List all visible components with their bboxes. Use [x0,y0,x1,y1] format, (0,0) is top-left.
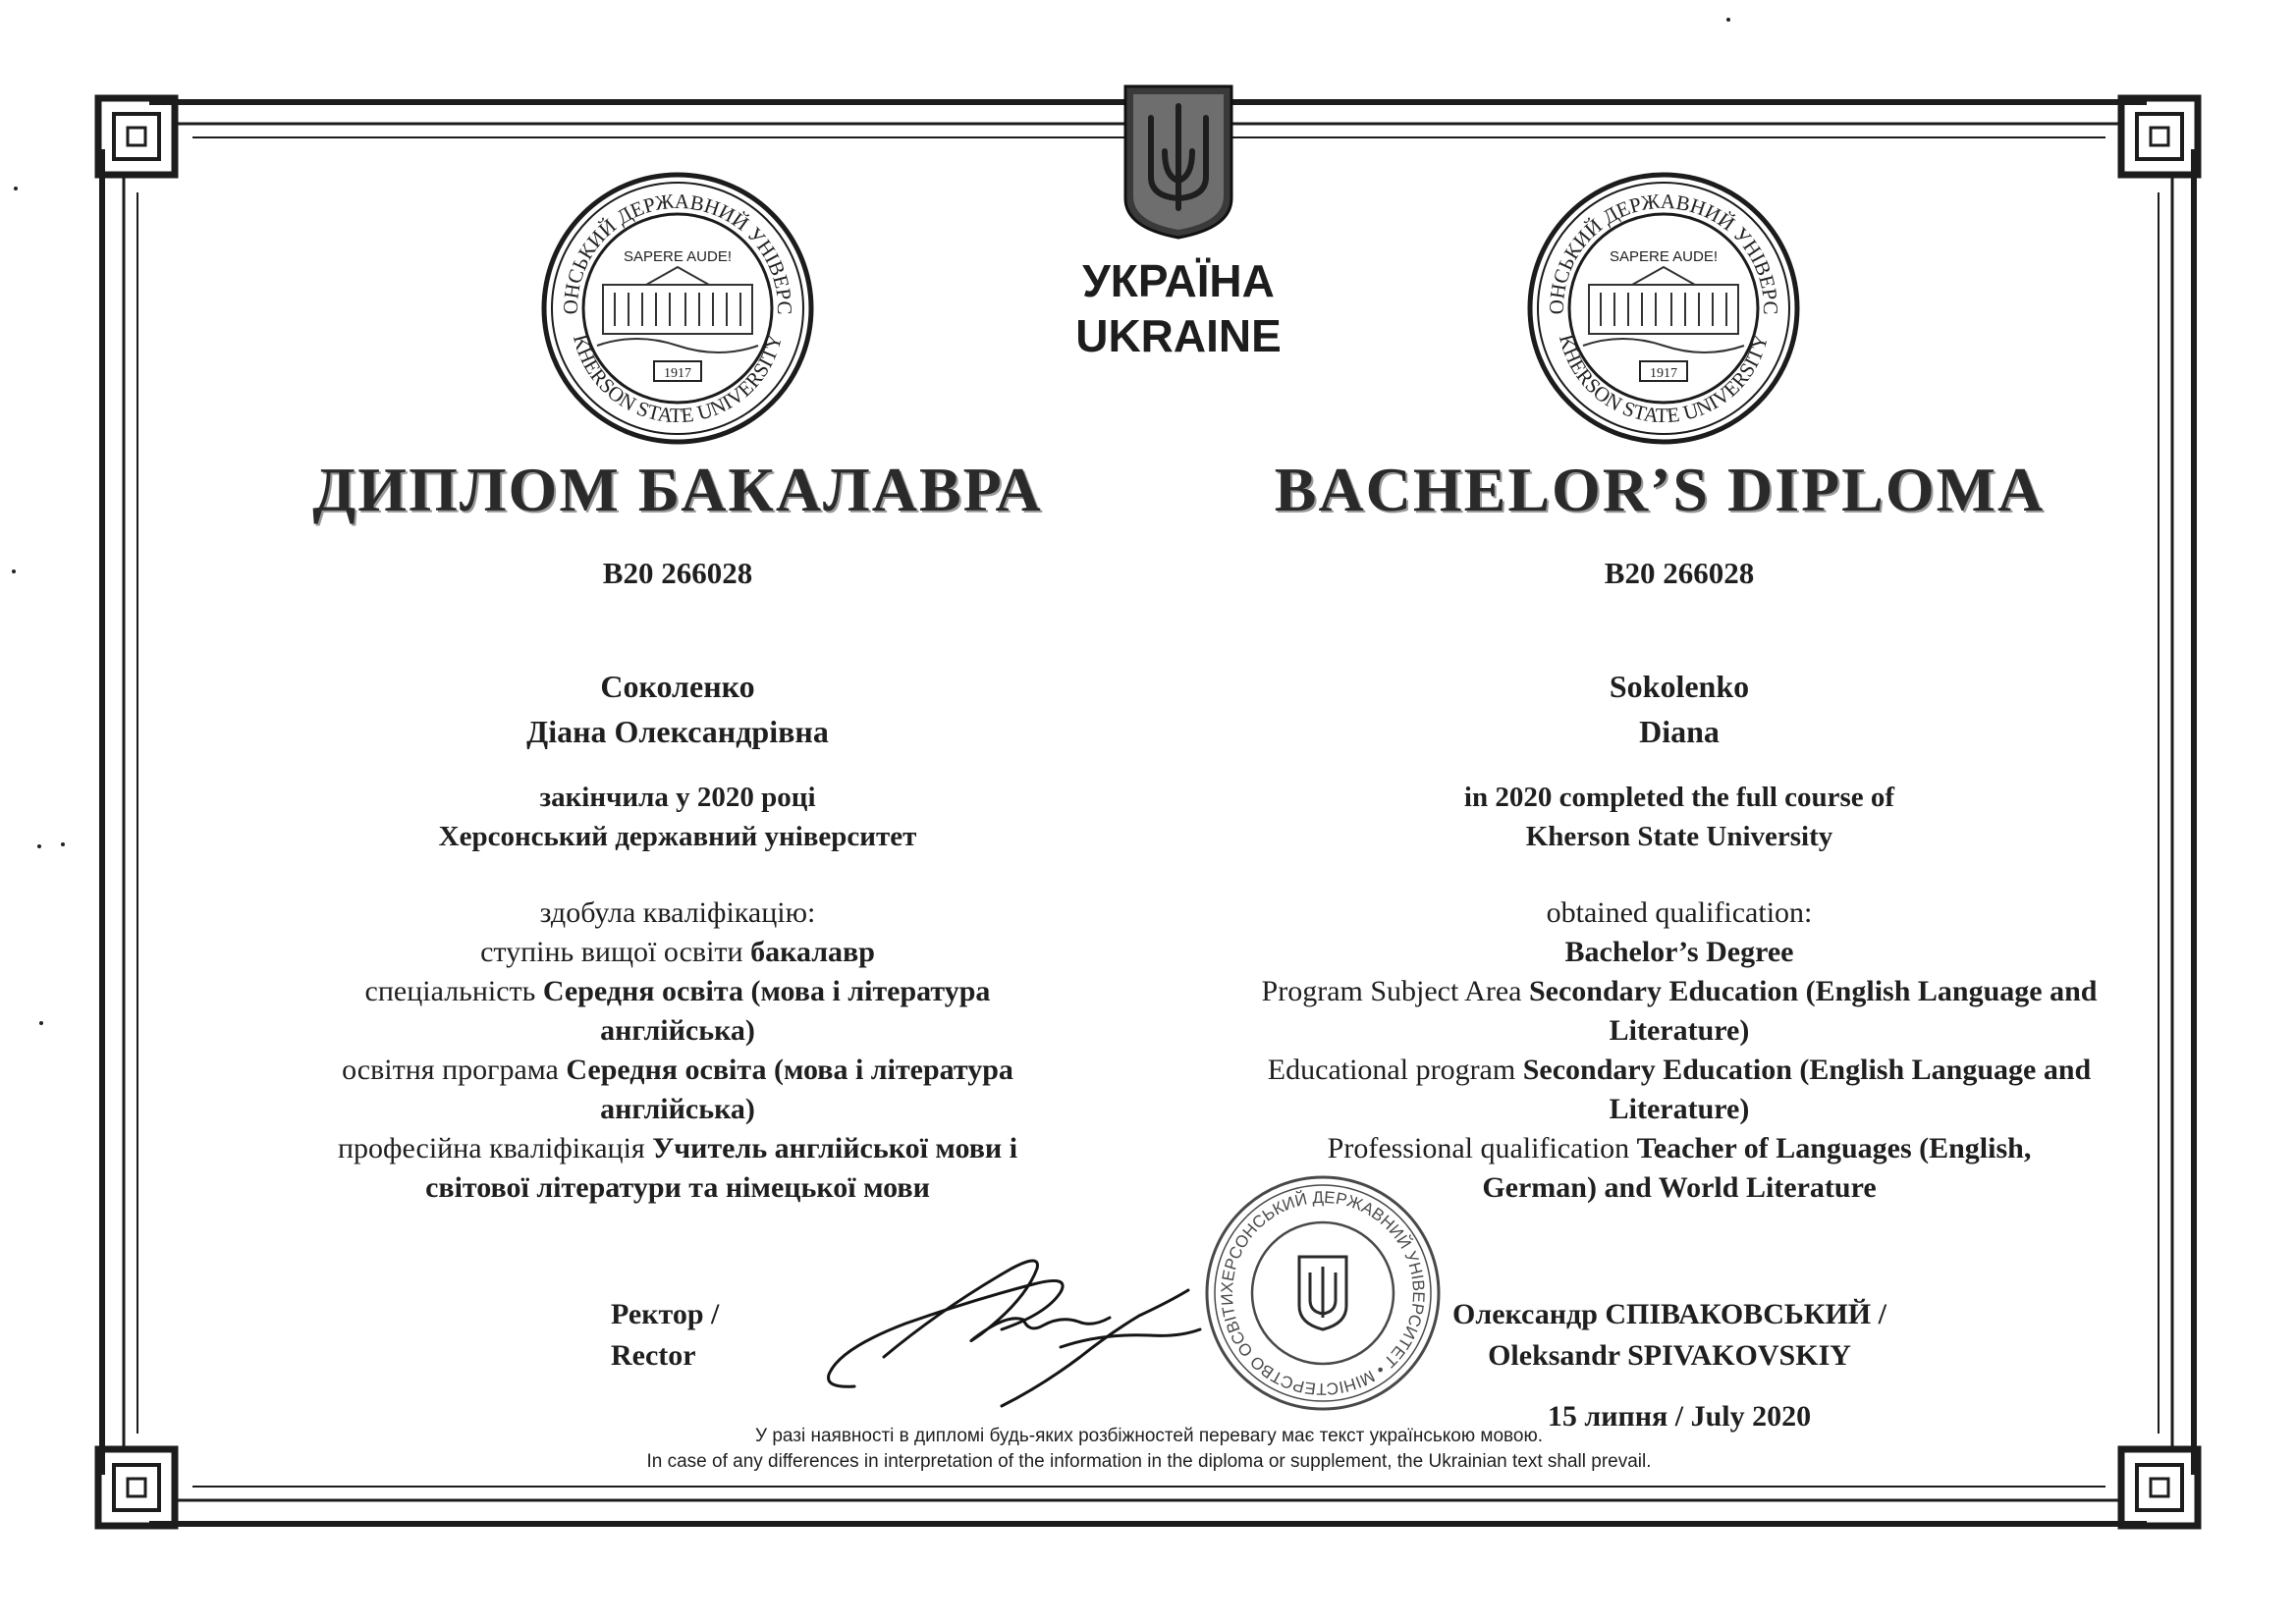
university-seal-left [538,169,817,453]
completed-text: закінчила у 2020 році [539,782,816,813]
qualification-en [1208,893,2151,1208]
professional-line: Professional qualification Teacher of Languages (English, German) and World Literature [1327,1132,2032,1204]
university-seal-icon [1524,169,1803,448]
holder-name-en [1385,664,1974,754]
rector-name-ua: Олександр СПІВАКОВСЬКИЙ / [1452,1298,1886,1330]
diploma-number-en: B20 266028 [1604,556,1755,590]
program-line: Educational program Secondary Education (English Language and Literature) [1267,1054,2092,1125]
holder-surname: Sokolenko [1609,669,1750,704]
diploma-number-ua: B20 266028 [602,556,753,590]
scan-speck [14,187,18,190]
title-ua: ДИПЛОМ БАКАЛАВРА [312,455,1043,524]
obtained-label: здобула кваліфікацію: [539,896,816,929]
rector-name [1394,1294,1944,1377]
seal-ring-en: KHERSON STATE UNIVERSITY [1554,331,1774,428]
specialty-line: Program Subject Area Secondary Education (English Language and Literature) [1261,975,2098,1047]
degree-line: ступінь вищої освіти бакалавр [480,936,875,968]
university-seal-icon [538,169,817,448]
seal-year: 1917 [664,366,691,381]
coat-of-arms [1121,82,1235,242]
holder-given-names: Діана Олександрівна [526,714,829,749]
stamp-ring-text: ХЕРСОНСЬКИЙ ДЕРЖАВНИЙ УНІВЕРСИТЕТ • МІНІСТЕРСТВО ОСВІТИ [1217,1187,1429,1399]
holder-name-ua [383,664,972,754]
trident-icon [1299,1257,1346,1329]
seal-motto: SAPERE AUDE! [623,248,733,265]
seal-ring-ua: ОНСЬКИЙ ДЕРЖАВНИЙ УНІВЕРС [1544,189,1783,315]
qualification-ua [255,893,1100,1208]
rector-name-en: Oleksandr SPIVAKOVSKIY [1488,1339,1851,1372]
university-name: Kherson State University [1525,821,1833,852]
completed-text: in 2020 completed the full course of [1463,782,1895,813]
rector-ua: Ректор / [611,1298,720,1330]
scan-speck [1726,18,1730,22]
scan-speck [61,842,65,846]
completion-ua [334,778,1021,856]
signature-icon [815,1239,1237,1416]
footer-note [432,1424,1866,1475]
specialty-line: спеціальність Середня освіта (мова і література англійська) [364,975,991,1047]
program-line: освітня програма Середня освіта (мова і література англійська) [342,1054,1013,1125]
degree-line: Bachelor’s Degree [1564,936,1794,968]
scan-speck [37,844,41,848]
rector-label [611,1294,768,1377]
title-en: BACHELOR’S DIPLOMA [1274,455,2046,524]
obtained-label: obtained qualification: [1546,896,1813,929]
scan-speck [12,569,16,573]
seal-year: 1917 [1650,366,1677,381]
country-block [1031,253,1326,363]
seal-ring-en: KHERSON STATE UNIVERSITY [568,331,788,428]
scan-speck [39,1021,43,1025]
country-ua: УКРАЇНА [1082,255,1275,306]
rector-signature [815,1239,1237,1421]
professional-line: професійна кваліфікація Учитель англійської мови і світової літератури та німецької мови [337,1132,1018,1204]
issue-date: 15 липня / July 2020 [1547,1400,1812,1433]
completion-en [1336,778,2023,856]
seal-motto: SAPERE AUDE! [1609,248,1719,265]
holder-given-names: Diana [1639,714,1720,749]
university-seal-right [1524,169,1803,453]
footer-note-ua: У разі наявності в дипломі будь-яких розбіжностей перевагу має текст українською мовою. [754,1426,1543,1446]
seal-ring-ua: ОНСЬКИЙ ДЕРЖАВНИЙ УНІВЕРС [558,189,797,315]
country-en: UKRAINE [1075,310,1282,361]
university-name: Херсонський державний університет [438,821,917,852]
rector-en: Rector [611,1339,696,1372]
footer-note-en: In case of any differences in interpretation of the information in the diploma or supplement, the Ukrainian text shall prevail. [646,1451,1652,1472]
holder-surname: Соколенко [600,669,755,704]
trident-icon [1121,82,1235,242]
